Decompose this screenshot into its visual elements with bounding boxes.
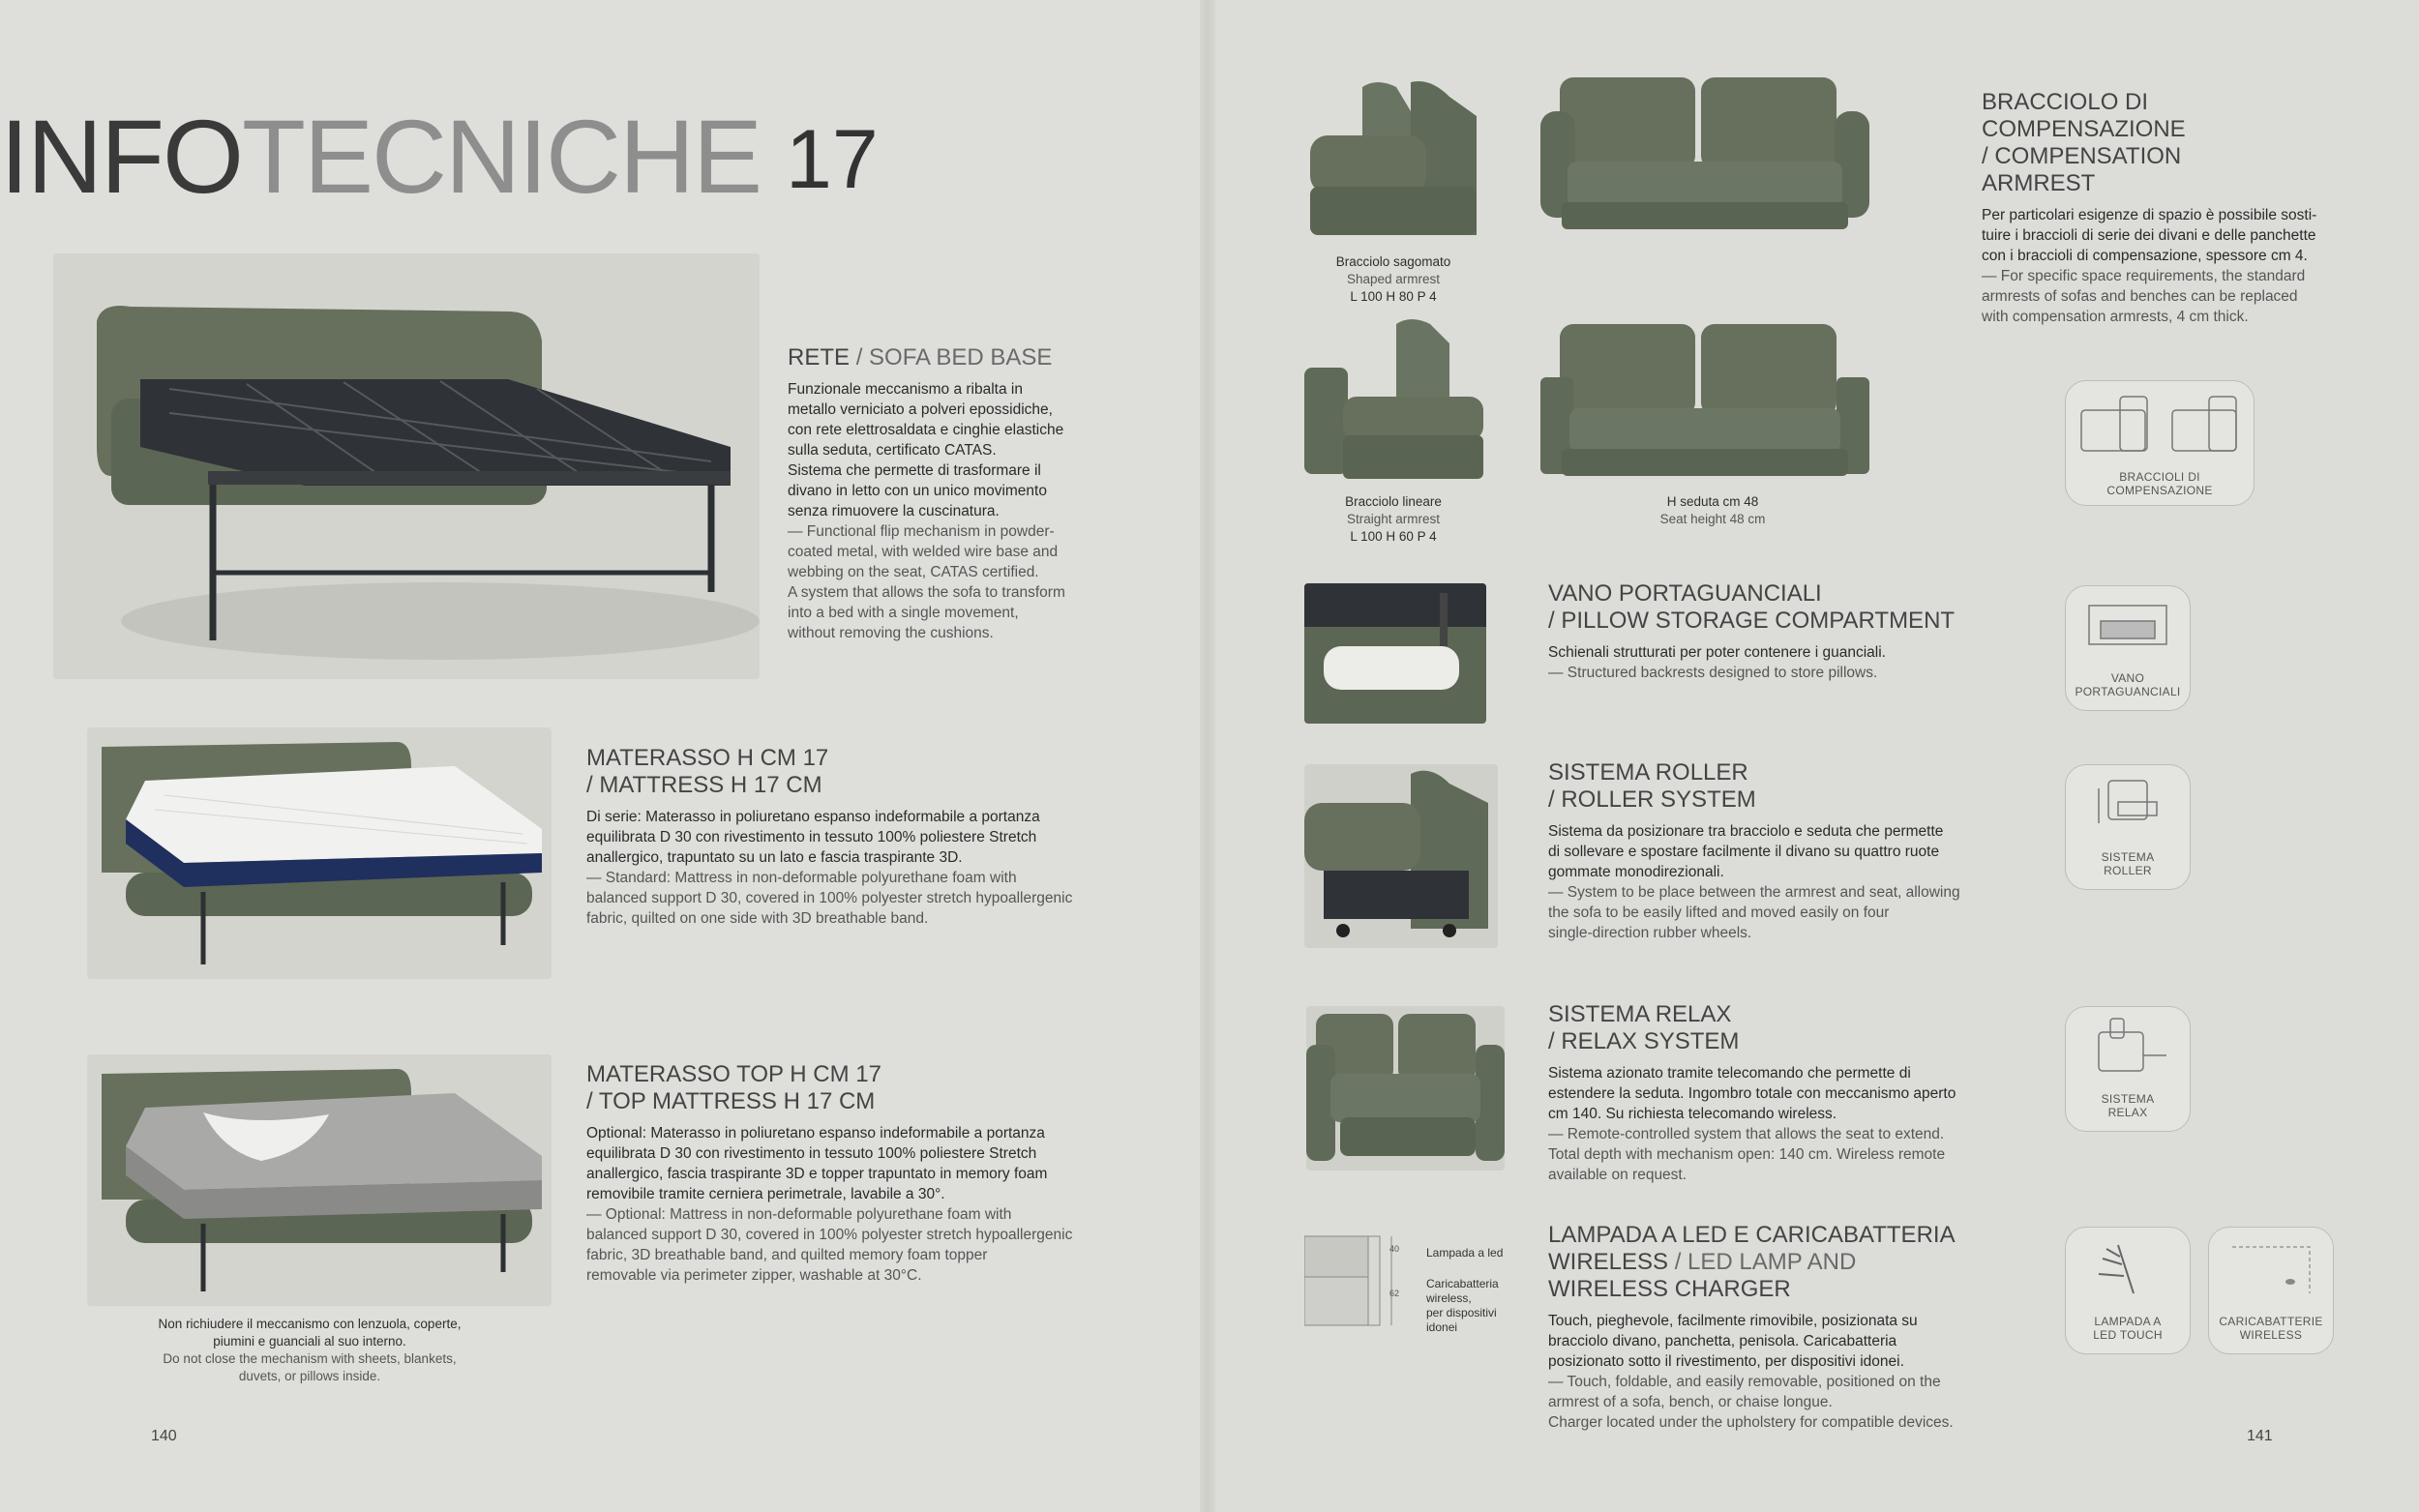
led-lamp-diagram — [1304, 1229, 1537, 1345]
mattress-photo — [87, 727, 552, 979]
lamp-label: Lampada a led — [1426, 1246, 1504, 1260]
top-mattress-body-en: — Optional: Mattress in non-deformable polyurethane foam with balanced support D 30, covered in 100% polyester stretch hypoallergenic fabric, 3D breathable band, and quilted memory foam topper removable via perimeter zipper, washable at 30°C. — [586, 1206, 1073, 1284]
led-lamp-icon-box: LAMPADA A LED TOUCH — [2065, 1227, 2191, 1354]
pillow-storage-section: VANO PORTAGUANCIALI / PILLOW STORAGE COMPARTMENT Schienali strutturati per poter contenere i guanciali. — Structured backrests designed to store pillows. — [1548, 580, 1956, 681]
page-number-right: 141 — [2247, 1428, 2273, 1444]
roller-system-icon-box: SISTEMA ROLLER — [2065, 764, 2191, 890]
roller-system-photo — [1304, 764, 1498, 948]
straight-armrest-photo — [1304, 314, 1483, 489]
relax-system-icon — [2079, 1017, 2176, 1079]
rete-body-en: — Functional flip mechanism in powder- coated metal, with welded wire base and webbing on the seat, CATAS certified. A system that allows the sofa to transform into a bed with a single movement, without removing the cushions. — [788, 523, 1065, 641]
relax-system-section: SISTEMA RELAX / RELAX SYSTEM Sistema azionato tramite telecomando che permette di estendere la seduta. Ingombro totale con meccanismo aperto cm 140. Su richiesta telecomando wireless. — Remote-controlled system that allows the seat to extend. Total depth with mechanism open: 140 cm. Wireless remote available on request. — [1548, 1001, 1956, 1183]
wireless-charger-icon-box: CARICABATTERIE WIRELESS — [2208, 1227, 2334, 1354]
mattress-body-it: Di serie: Materasso in poliuretano espanso indeformabile a portanza equilibrata D 30 con rivestimento in tessuto 100% poliestere Stretch anallergico, trapuntato su un lato e fascia traspirante 3D. — [586, 809, 1040, 866]
sofa-shaped-photo — [1540, 73, 1869, 239]
top-mattress-body-it: Optional: Materasso in poliuretano espanso indeformabile a portanza equilibrata D 30 con rivestimento in tessuto 100% poliestere Stretch anallergico, fascia traspirante 3D e topper trapuntato in memory foam removibile tramite cerniera perimetrale, lavabile a 30°. — [586, 1125, 1048, 1202]
model-number: 17 — [786, 113, 879, 206]
safety-note: Non richiudere il meccanismo con lenzuola, coperte, piumini e guanciali al suo interno. Do not close the mechanism with sheets, blankets, duvets, or pillows inside. — [158, 1317, 462, 1383]
top-mattress-heading-it: MATERASSO TOP H CM 17 — [586, 1061, 881, 1087]
page-number-left: 140 — [151, 1428, 177, 1444]
straight-armrest-caption: Bracciolo lineare Straight armrest L 100 H 60 P 4 — [1345, 494, 1442, 544]
dim-label-62: 62 — [1389, 1289, 1400, 1298]
pillow-storage-icon-box: VANO PORTAGUANCIALI — [2065, 585, 2191, 711]
compensation-armrest-section: BRACCIOLO DI COMPENSAZIONE / COMPENSATION ARMREST Per particolari esigenze di spazio è possibile sosti- tuire i braccioli di serie dei divani e delle panchette con i braccioli di compensazione, spessore cm 4. — For specific space requirements, the standard armrests of sofas and benches can be replaced with compensation armrests, 4 cm thick. — [1982, 89, 2317, 325]
title-tecniche: TECNICHE — [241, 98, 762, 215]
top-mattress-section — [586, 1061, 1206, 1286]
shaped-armrest-photo — [1304, 73, 1483, 247]
rete-section — [788, 344, 1194, 643]
seat-height-caption: H seduta cm 48 Seat height 48 cm — [1659, 494, 1766, 526]
compensation-armrest-icon-box: BRACCIOLI DI COMPENSAZIONE — [2065, 380, 2255, 506]
dim-label-40: 40 — [1389, 1244, 1400, 1254]
charger-label: Caricabatteria wireless, per dispositivi idonei — [1426, 1277, 1499, 1334]
roller-system-icon — [2079, 775, 2176, 837]
relax-system-photo — [1306, 1006, 1505, 1171]
compensation-armrest-icon — [2076, 391, 2244, 459]
top-mattress-heading-en: / TOP MATTRESS H 17 CM — [586, 1088, 876, 1114]
title-info: INFO — [0, 98, 242, 215]
shaped-armrest-caption: Bracciolo sagomato Shaped armrest L 100 H 80 P 4 — [1335, 254, 1451, 304]
page-title — [0, 98, 762, 215]
led-lamp-icon — [2079, 1235, 2176, 1303]
pillow-storage-icon — [2079, 596, 2176, 658]
mattress-body-en: — Standard: Mattress in non-deformable polyurethane foam with balanced support D 30, covered in 100% polyester stretch hypoallergenic fabric, quilted on one side with 3D breathable band. — [586, 870, 1073, 927]
top-mattress-photo — [87, 1054, 552, 1306]
led-lamp-section: LAMPADA A LED E CARICABATTERIA WIRELESS / LED LAMP AND WIRELESS CHARGER Touch, pieghevole, facilmente rimovibile, posizionata su bracciolo divano, panchetta, penisola. Caricabatteria posizionato sotto il rivestimento, per dispositivi idonei. — Touch, foldable, and easily removable, positioned on the armrest of a sofa, bench, or chaise longue. Charger located under the upholstery for compatible devices. — [1548, 1222, 1956, 1431]
sofa-bed-base-photo — [53, 253, 760, 679]
roller-system-section: SISTEMA ROLLER / ROLLER SYSTEM Sistema da posizionare tra bracciolo e seduta che permette di sollevare e spostare facilmente il divano su quattro ruote gommate monodirezionali. — System to be place between the armrest and seat, allowing the sofa to be easily lifted and moved easily on four single-direction rubber wheels. — [1548, 759, 1960, 941]
rete-body-it: Funzionale meccanismo a ribalta in metallo verniciato a polveri epossidiche, con rete elettrosaldata e cinghie elastiche sulla seduta, certificato CATAS. Sistema che permette di trasformare il divano in letto con un unico movimento senza rimuovere la cuscinatura. — [788, 381, 1064, 519]
mattress-section — [586, 745, 1206, 929]
sofa-straight-photo — [1540, 319, 1869, 486]
pillow-storage-photo — [1304, 583, 1486, 724]
mattress-heading-en: / MATTRESS H 17 CM — [586, 772, 822, 798]
rete-heading: RETE / SOFA BED BASE — [788, 344, 1053, 371]
mattress-heading-it: MATERASSO H CM 17 — [586, 745, 829, 771]
wireless-charger-icon — [2223, 1235, 2319, 1303]
relax-system-icon-box: SISTEMA RELAX — [2065, 1006, 2191, 1132]
